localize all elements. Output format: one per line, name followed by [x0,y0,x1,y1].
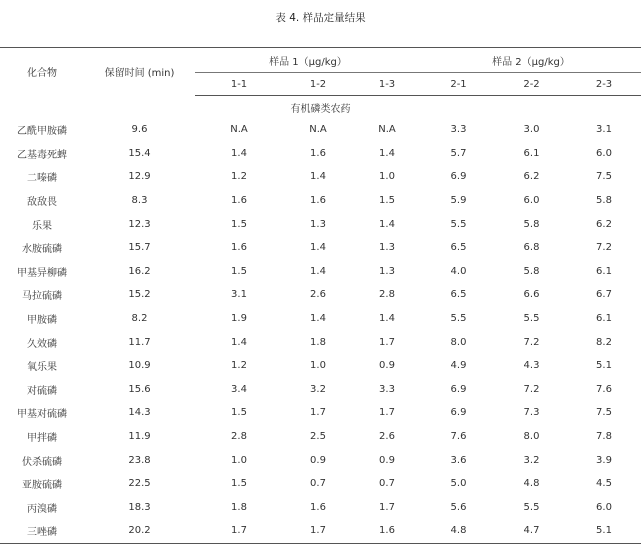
value-2-2-cell: 6.6 [523,289,540,301]
value-2-1-cell: 7.6 [450,431,467,443]
value-2-1-cell: 4.0 [450,265,467,277]
subheader-2-1: 2-1 [421,73,496,96]
header-sample-1: 样品 1（μg/kg） [195,48,421,73]
value-1-3-cell: 1.6 [353,519,421,543]
compound-name-cell: 二嗪磷 [27,173,57,185]
retention-time-cell: 15.2 [128,289,151,301]
retention-time-cell: 22.5 [128,478,151,490]
value-1-2-cell: 1.4 [310,171,326,183]
table-body [0,96,641,544]
value-1-1-cell: 3.4 [231,383,247,395]
retention-time-cell: 8.2 [131,313,148,325]
subheader-1-2: 1-2 [283,73,353,96]
value-2-2-cell: 3.0 [523,124,540,136]
value-1-3-cell: 1.4 [379,147,395,159]
value-2-2-cell: 6.0 [523,195,540,207]
table-row [0,118,641,142]
table-row [0,448,641,472]
value-1-2-cell: 2.6 [310,289,326,301]
value-1-2-cell: 1.7 [310,407,326,419]
retention-time-cell: 23.8 [128,454,151,466]
table-row [0,378,641,402]
value-1-3-cell: 0.9 [379,454,395,466]
value-2-3-cell: 7.5 [596,171,612,183]
value-2-1-cell: 5.0 [450,478,467,490]
compound-name-cell: 甲拌磷 [27,433,57,445]
value-2-2-cell: 5.8 [523,218,540,230]
value-2-1-cell: 8.0 [450,336,467,348]
value-2-3-cell: 6.7 [596,289,612,301]
value-1-1-cell: 1.5 [231,407,247,419]
value-2-3-cell: 6.0 [596,147,612,159]
table-row [0,283,641,307]
value-2-1-cell: 6.5 [450,289,467,301]
value-2-1-cell: 6.9 [450,407,467,419]
value-1-1-cell: 1.5 [231,218,247,230]
table-row [0,354,641,378]
value-2-3-cell: 6.1 [596,313,612,325]
value-2-2-cell: 4.3 [523,360,540,372]
value-1-3-cell: 1.5 [379,195,395,207]
value-1-2-cell: 0.9 [310,454,326,466]
value-2-3-cell: 6.1 [596,265,612,277]
value-2-3-cell: 4.5 [596,478,612,490]
value-1-1-cell: 1.7 [195,519,283,543]
value-1-3-cell: 1.7 [379,336,395,348]
value-2-1-cell: 3.3 [450,124,467,136]
retention-time-cell: 9.6 [131,124,148,136]
retention-time-cell: 11.7 [128,336,151,348]
value-1-3-cell: 2.8 [379,289,395,301]
retention-time-cell: 15.7 [128,242,151,254]
header-retention-time: 保留时间 (min) [84,48,195,96]
value-2-2-cell: 3.2 [523,454,540,466]
table-row [0,425,641,449]
value-2-2-cell: 5.5 [523,501,540,513]
value-1-1-cell: 1.9 [231,313,247,325]
value-1-3-cell: 1.7 [379,407,395,419]
retention-time-cell: 14.3 [128,407,151,419]
value-2-1-cell: 4.9 [450,360,467,372]
compound-name-cell: 乐果 [32,220,52,232]
value-1-2-cell: 1.4 [310,242,326,254]
compound-name-cell: 甲基异柳磷 [17,267,67,279]
compound-name-cell: 乙基毒死蜱 [17,149,67,161]
value-2-2-cell: 4.8 [523,478,540,490]
value-2-3-cell: 5.8 [596,195,612,207]
value-1-3-cell: 1.0 [379,171,395,183]
value-2-1-cell: 3.6 [450,454,467,466]
value-2-2-cell: 6.8 [523,242,540,254]
value-1-1-cell: 1.5 [231,478,247,490]
value-1-3-cell: 0.7 [379,478,395,490]
compound-name-cell: 甲胺磷 [27,315,57,327]
value-1-2-cell: 1.4 [310,265,326,277]
table-row [0,330,641,354]
value-1-2-cell: N.A [309,124,327,136]
table-row [0,212,641,236]
table-row [0,142,641,166]
value-1-2-cell: 1.7 [283,519,353,543]
value-1-3-cell: 2.6 [379,431,395,443]
value-2-1-cell: 6.9 [450,383,467,395]
value-1-3-cell: 1.3 [379,242,395,254]
table-row [0,401,641,425]
results-table [0,47,641,544]
value-2-3-cell: 3.1 [596,124,612,136]
value-1-1-cell: 1.6 [231,242,247,254]
subheader-2-2: 2-2 [496,73,567,96]
header-sample-2: 样品 2（μg/kg） [421,48,641,73]
value-2-1-cell: 6.9 [450,171,467,183]
retention-time-cell: 11.9 [128,431,151,443]
value-2-1-cell: 5.7 [450,147,467,159]
value-2-2-cell: 8.0 [523,431,540,443]
value-1-2-cell: 0.7 [310,478,326,490]
value-2-3-cell: 7.2 [596,242,612,254]
value-2-2-cell: 4.7 [496,519,567,543]
table-row [0,165,641,189]
value-1-3-cell: 1.7 [379,501,395,513]
value-2-1-cell: 4.8 [421,519,496,543]
value-1-3-cell: N.A [378,124,396,136]
value-2-3-cell: 3.9 [596,454,612,466]
value-1-1-cell: 1.8 [231,501,247,513]
value-1-3-cell: 0.9 [379,360,395,372]
value-1-2-cell: 1.6 [310,501,326,513]
value-2-3-cell: 7.5 [596,407,612,419]
value-1-1-cell: 2.8 [231,431,247,443]
value-1-2-cell: 2.5 [310,431,326,443]
compound-name-cell: 伏杀硫磷 [22,456,62,468]
value-1-1-cell: 1.2 [231,360,247,372]
value-1-2-cell: 1.0 [310,360,326,372]
compound-name-cell: 久效磷 [27,338,57,350]
value-1-2-cell: 1.6 [310,195,326,207]
value-1-3-cell: 1.4 [379,313,395,325]
value-2-2-cell: 7.2 [523,336,540,348]
retention-time-cell: 15.6 [128,383,151,395]
value-1-1-cell: 1.4 [231,336,247,348]
compound-name-cell: 敌敌畏 [27,197,57,209]
value-1-3-cell: 1.3 [379,265,395,277]
compound-name-cell: 氧乐果 [27,362,57,374]
value-2-1-cell: 5.5 [450,218,467,230]
value-1-2-cell: 3.2 [310,383,326,395]
value-2-2-cell: 5.8 [523,265,540,277]
value-1-1-cell: N.A [230,124,248,136]
value-1-1-cell: 1.2 [231,171,247,183]
table-row [0,260,641,284]
retention-time-cell: 12.3 [128,218,151,230]
value-2-1-cell: 5.5 [450,313,467,325]
subheader-2-3: 2-3 [567,73,641,96]
retention-time-cell: 12.9 [128,171,151,183]
table-row [0,307,641,331]
value-1-1-cell: 3.1 [231,289,247,301]
value-2-1-cell: 6.5 [450,242,467,254]
section-row [0,96,641,119]
value-1-2-cell: 1.3 [310,218,326,230]
value-2-2-cell: 7.2 [523,383,540,395]
retention-time-cell: 15.4 [128,147,151,159]
value-2-2-cell: 6.2 [523,171,540,183]
value-2-2-cell: 7.3 [523,407,540,419]
compound-name-cell: 乙酰甲胺磷 [17,126,67,138]
compound-name-cell: 对硫磷 [27,385,57,397]
retention-time-cell: 18.3 [128,501,151,513]
subheader-1-3: 1-3 [353,73,421,96]
value-2-1-cell: 5.6 [450,501,467,513]
compound-name-cell: 水胺硫磷 [22,244,62,256]
value-1-1-cell: 1.4 [231,147,247,159]
value-2-2-cell: 5.5 [523,313,540,325]
value-1-1-cell: 1.5 [231,265,247,277]
compound-name-cell: 马拉硫磷 [22,291,62,303]
table-row [0,496,641,520]
value-1-1-cell: 1.6 [231,195,247,207]
value-2-3-cell: 5.1 [567,519,641,543]
value-2-3-cell: 7.8 [596,431,612,443]
table-row [0,236,641,260]
value-2-2-cell: 6.1 [523,147,540,159]
table-row [0,189,641,213]
section-title: 有机磷类农药 [290,103,351,115]
compound-name-cell: 丙溴磷 [27,503,57,515]
compound-name-cell: 亚胺硫磷 [22,480,62,492]
retention-time-cell: 10.9 [128,360,151,372]
value-2-3-cell: 7.6 [596,383,612,395]
table-caption: 表 4. 样品定量结果 [275,12,366,24]
retention-time-cell: 8.3 [131,195,148,207]
value-2-3-cell: 6.2 [596,218,612,230]
value-1-1-cell: 1.0 [231,454,247,466]
value-1-3-cell: 1.4 [379,218,395,230]
value-2-3-cell: 5.1 [596,360,612,372]
compound-name-cell: 甲基对硫磷 [17,409,67,421]
value-1-2-cell: 1.6 [310,147,326,159]
value-2-1-cell: 5.9 [450,195,467,207]
value-2-3-cell: 8.2 [596,336,612,348]
retention-time-cell: 16.2 [128,265,151,277]
retention-time-cell: 20.2 [84,519,195,543]
table-row [0,519,641,543]
table-row [0,472,641,496]
subheader-1-1: 1-1 [195,73,283,96]
header-row [0,48,641,73]
value-1-2-cell: 1.4 [310,313,326,325]
value-1-2-cell: 1.8 [310,336,326,348]
header-compound: 化合物 [0,48,84,96]
value-1-3-cell: 3.3 [379,383,395,395]
compound-name-cell: 三唑磷 [0,519,84,543]
value-2-3-cell: 6.0 [596,501,612,513]
